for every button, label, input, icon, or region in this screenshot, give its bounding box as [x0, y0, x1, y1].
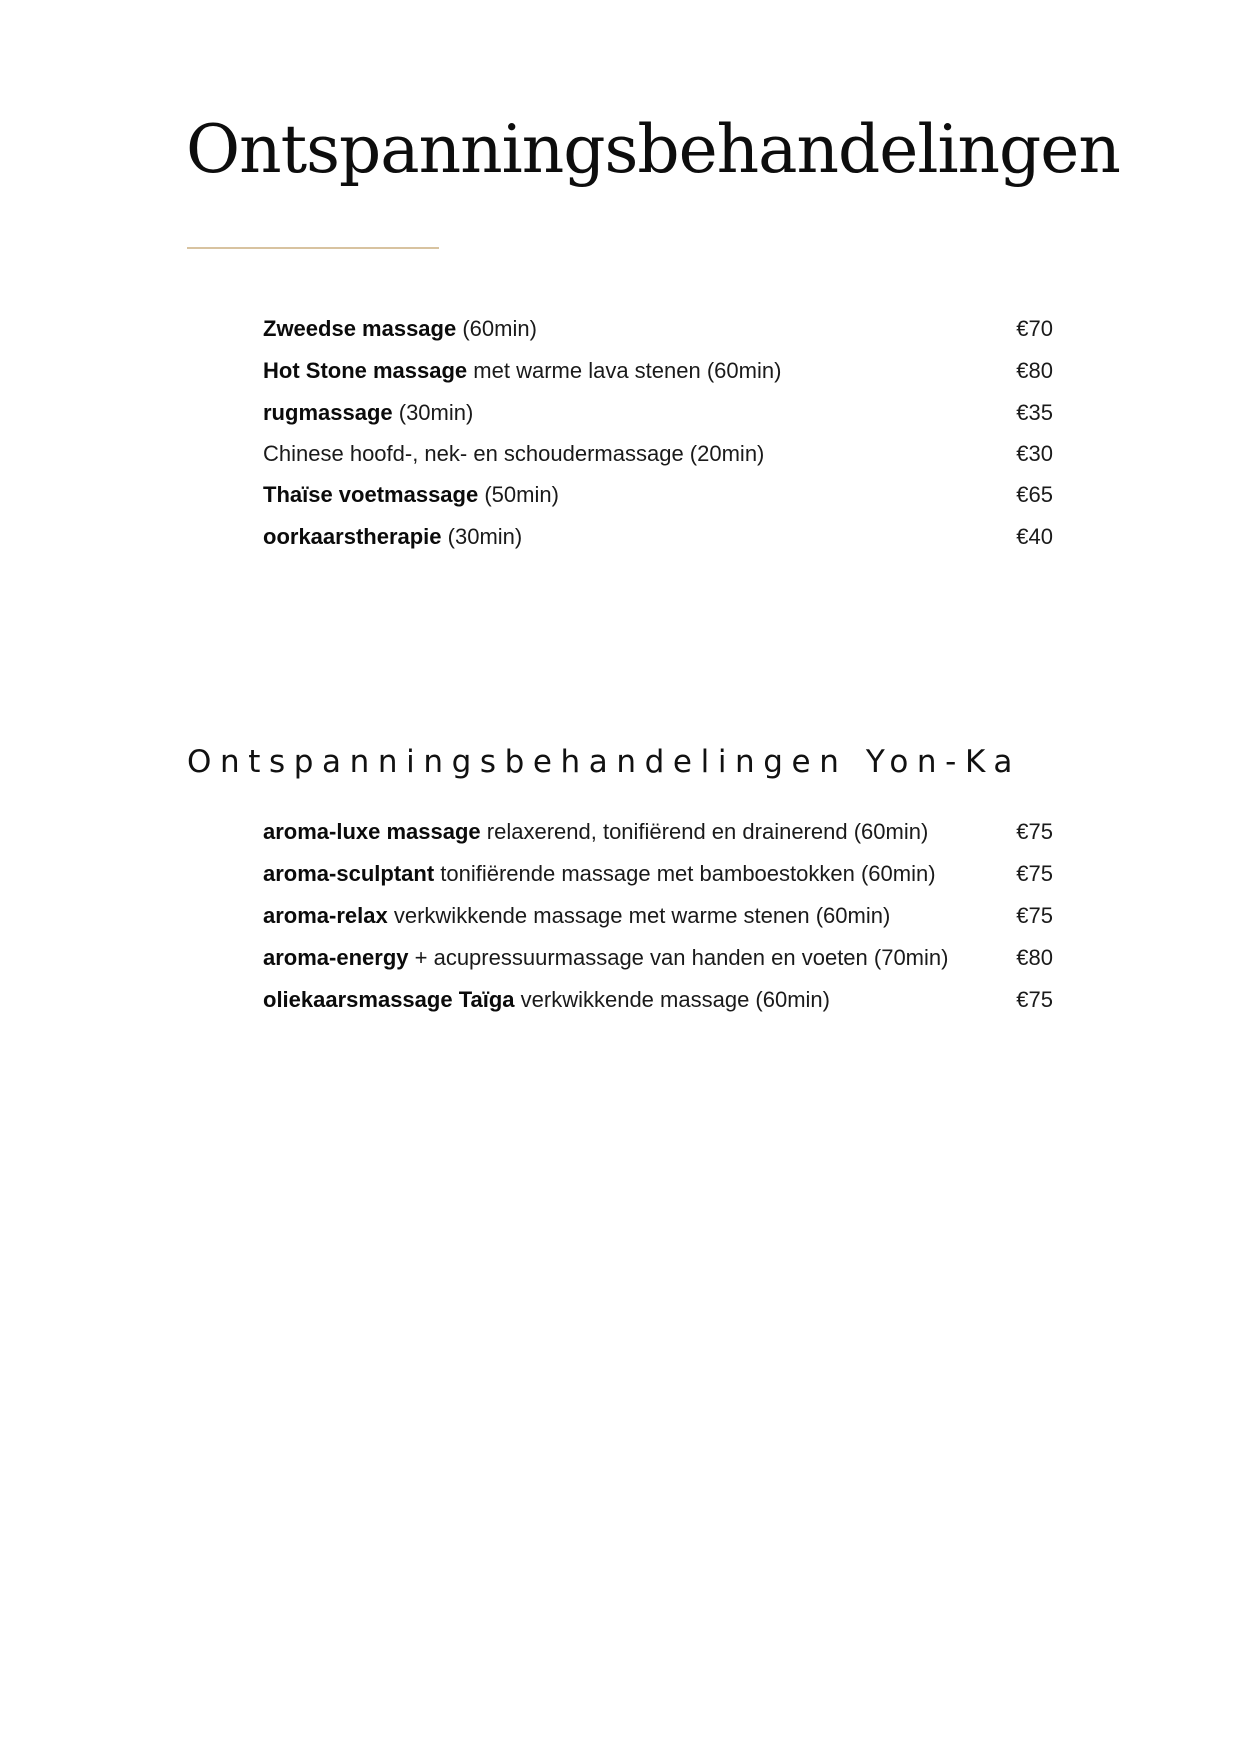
price-list-item: [263, 398, 1053, 439]
treatment-name: rugmassage: [263, 400, 393, 425]
treatment-name: aroma-relax: [263, 903, 388, 928]
section-title-yonka: Ontspanningsbehandelingen Yon-Ka: [187, 744, 1021, 780]
treatment-name: oorkaarstherapie: [263, 524, 442, 549]
treatment-price: €80: [1016, 358, 1053, 383]
treatment-name: Zweedse massage: [263, 316, 457, 341]
page-title: Ontspanningsbehandelingen: [186, 111, 1120, 188]
price-list-item: [263, 314, 1053, 356]
treatment-price: €70: [1016, 316, 1053, 341]
treatment-description: (50min): [478, 482, 559, 507]
treatment-price: €35: [1016, 400, 1053, 425]
price-list-item: [263, 943, 1053, 985]
title-divider: [187, 247, 439, 249]
treatment-name: aroma-luxe massage: [263, 819, 481, 844]
treatment-name: aroma-energy: [263, 945, 409, 970]
treatment-name: Hot Stone massage: [263, 358, 468, 383]
treatment-price: €30: [1016, 441, 1053, 466]
treatment-price: €40: [1016, 524, 1053, 549]
treatment-description: (30min): [392, 400, 474, 425]
treatment-description: tonifiërende massage met bamboestokken (60min): [434, 861, 936, 886]
treatment-description: verkwikkende massage met warme stenen (60min): [387, 903, 891, 928]
price-list-item: [263, 901, 1053, 943]
treatment-name: aroma-sculptant: [263, 861, 435, 886]
price-list-item: [263, 817, 1053, 859]
treatment-description: relaxerend, tonifiërend en drainerend (60min): [480, 819, 929, 844]
price-list-item: [263, 522, 1053, 564]
treatment-price: €80: [1016, 945, 1053, 970]
treatment-description: met warme lava stenen (60min): [467, 358, 782, 383]
treatment-price: €75: [1016, 861, 1053, 886]
price-list-item: [263, 480, 1053, 522]
treatment-price: €75: [1016, 903, 1053, 928]
price-list-item: [263, 356, 1053, 398]
price-list-item: [263, 985, 1053, 1027]
treatment-description: (30min): [441, 524, 523, 549]
relaxation-price-list: [263, 314, 1053, 564]
price-list-item: [263, 439, 1053, 480]
treatment-description: verkwikkende massage (60min): [514, 987, 830, 1012]
price-list-item: [263, 859, 1053, 901]
treatment-description: Chinese hoofd-, nek- en schoudermassage (20min): [263, 441, 765, 466]
treatment-name: oliekaarsmassage Taïga: [263, 987, 515, 1012]
treatment-name: Thaïse voetmassage: [263, 482, 479, 507]
yonka-price-list: [263, 817, 1053, 1027]
treatment-price: €65: [1016, 482, 1053, 507]
treatment-price: €75: [1016, 987, 1053, 1012]
treatment-price: €75: [1016, 819, 1053, 844]
treatment-description: + acupressuurmassage van handen en voeten (70min): [408, 945, 949, 970]
treatment-description: (60min): [456, 316, 537, 341]
